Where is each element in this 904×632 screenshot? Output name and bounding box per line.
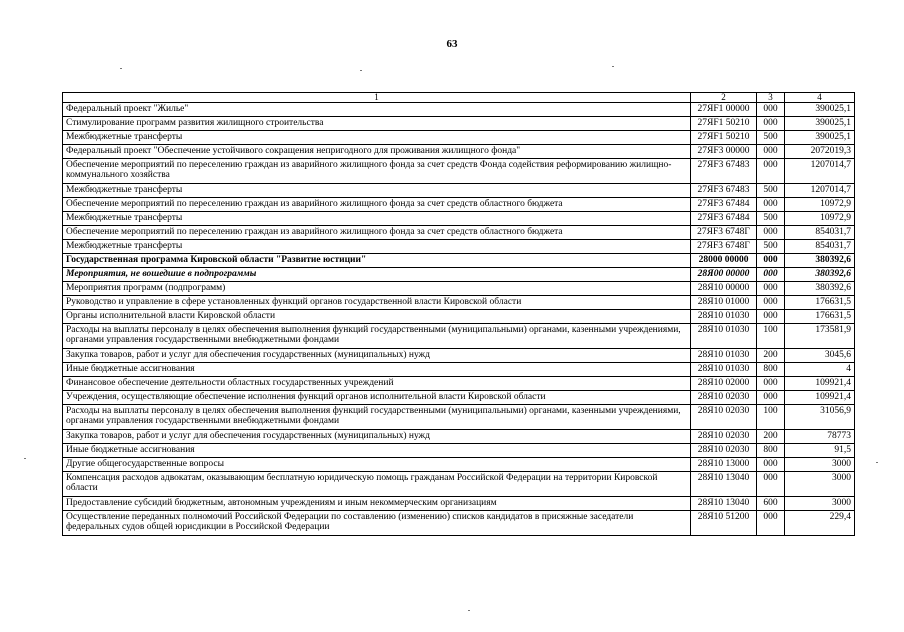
item-name: Иные бюджетные ассигнования	[63, 444, 691, 458]
item-code: 28Я10 02030	[691, 405, 757, 430]
table-row	[63, 145, 855, 159]
item-name: Закупка товаров, работ и услуг для обеспечения государственных (муниципальных) нужд	[63, 430, 691, 444]
item-code: 28Я10 01030	[691, 324, 757, 349]
expense-type: 000	[757, 282, 785, 296]
table-row	[63, 472, 855, 497]
item-code: 27ЯF1 00000	[691, 103, 757, 117]
expense-type: 000	[757, 511, 785, 536]
budget-table	[62, 92, 855, 536]
table-row	[63, 268, 855, 282]
table-row	[63, 184, 855, 198]
item-sum: 3000	[785, 497, 855, 511]
item-code: 27ЯF1 50210	[691, 131, 757, 145]
table-row	[63, 458, 855, 472]
expense-type: 200	[757, 349, 785, 363]
item-code: 28Я10 01000	[691, 296, 757, 310]
header-col-2: 2	[691, 93, 757, 103]
expense-type: 000	[757, 472, 785, 497]
item-name: Расходы на выплаты персоналу в целях обеспечения выполнения функций государственными (муниципальными) органами, казенными учреждениями, органами управления государственными внебюджетными фондами	[63, 324, 691, 349]
item-sum: 380392,6	[785, 282, 855, 296]
item-name: Иные бюджетные ассигнования	[63, 363, 691, 377]
table-row	[63, 377, 855, 391]
table-row	[63, 497, 855, 511]
item-sum: 2072019,3	[785, 145, 855, 159]
expense-type: 500	[757, 184, 785, 198]
item-code: 28Я10 01030	[691, 363, 757, 377]
item-name: Межбюджетные трансферты	[63, 212, 691, 226]
item-name: Учреждения, осуществляющие обеспечение исполнения функций органов исполнительной власти Кировской области	[63, 391, 691, 405]
item-code: 28Я10 13040	[691, 497, 757, 511]
item-code: 28Я00 00000	[691, 268, 757, 282]
item-code: 28Я10 02030	[691, 430, 757, 444]
item-sum: 1207014,7	[785, 184, 855, 198]
expense-type: 000	[757, 103, 785, 117]
expense-type: 000	[757, 296, 785, 310]
item-code: 27ЯF3 00000	[691, 145, 757, 159]
table-row	[63, 296, 855, 310]
item-name: Федеральный проект "Обеспечение устойчивого сокращения непригодного для проживания жилищного фонда"	[63, 145, 691, 159]
table-row	[63, 391, 855, 405]
scan-speck	[612, 66, 614, 67]
item-sum: 173581,9	[785, 324, 855, 349]
item-name: Обеспечение мероприятий по переселению граждан из аварийного жилищного фонда за счет средств областного бюджета	[63, 226, 691, 240]
item-code: 28Я10 13040	[691, 472, 757, 497]
expense-type: 000	[757, 377, 785, 391]
header-col-3: 3	[757, 93, 785, 103]
item-name: Обеспечение мероприятий по переселению граждан из аварийного жилищного фонда за счет средств областного бюджета	[63, 198, 691, 212]
item-code: 28Я10 01030	[691, 310, 757, 324]
table-row	[63, 240, 855, 254]
item-name: Другие общегосударственные вопросы	[63, 458, 691, 472]
item-sum: 109921,4	[785, 377, 855, 391]
expense-type: 000	[757, 310, 785, 324]
item-code: 27ЯF3 67483	[691, 184, 757, 198]
item-name: Межбюджетные трансферты	[63, 240, 691, 254]
item-name: Компенсация расходов адвокатам, оказывающим бесплатную юридическую помощь гражданам Российской Федерации на территории Кировской области	[63, 472, 691, 497]
item-name: Предоставление субсидий бюджетным, автономным учреждениям и иным некоммерческим организациям	[63, 497, 691, 511]
item-sum: 3045,6	[785, 349, 855, 363]
scan-speck	[24, 458, 26, 459]
expense-type: 000	[757, 254, 785, 268]
table-row	[63, 212, 855, 226]
table-row	[63, 226, 855, 240]
item-name: Мероприятия, не вошедшие в подпрограммы	[63, 268, 691, 282]
item-code: 27ЯF3 67483	[691, 159, 757, 184]
item-code: 27ЯF3 6748Г	[691, 240, 757, 254]
expense-type: 000	[757, 226, 785, 240]
scan-speck	[360, 70, 362, 71]
item-code: 28Я10 02000	[691, 377, 757, 391]
item-sum: 854031,7	[785, 226, 855, 240]
table-row	[63, 310, 855, 324]
expense-type: 000	[757, 145, 785, 159]
scan-speck	[120, 68, 122, 69]
table-row	[63, 131, 855, 145]
item-name: Осуществление переданных полномочий Российской Федерации по составлению (изменению) списков кандидатов в присяжные заседатели федеральных судов общей юрисдикции в Российской Федерации	[63, 511, 691, 536]
item-sum: 854031,7	[785, 240, 855, 254]
item-sum: 109921,4	[785, 391, 855, 405]
item-sum: 229,4	[785, 511, 855, 536]
item-code: 28Я10 00000	[691, 282, 757, 296]
expense-type: 500	[757, 131, 785, 145]
table-row	[63, 282, 855, 296]
item-sum: 380392,6	[785, 254, 855, 268]
item-name: Расходы на выплаты персоналу в целях обеспечения выполнения функций государственными (муниципальными) органами, казенными учреждениями, органами управления государственными внебюджетными фондами	[63, 405, 691, 430]
scan-speck	[876, 462, 878, 463]
item-sum: 31056,9	[785, 405, 855, 430]
table-body	[63, 103, 855, 536]
item-sum: 3000	[785, 472, 855, 497]
page-number: 63	[446, 38, 458, 50]
item-sum: 3000	[785, 458, 855, 472]
item-name: Руководство и управление в сфере установленных функций органов государственной власти Кировской области	[63, 296, 691, 310]
item-code: 27ЯF3 67484	[691, 212, 757, 226]
item-code: 28Я10 02030	[691, 391, 757, 405]
item-sum: 91,5	[785, 444, 855, 458]
expense-type: 000	[757, 391, 785, 405]
header-col-1: 1	[63, 93, 691, 103]
item-name: Органы исполнительной власти Кировской области	[63, 310, 691, 324]
item-name: Закупка товаров, работ и услуг для обеспечения государственных (муниципальных) нужд	[63, 349, 691, 363]
expense-type: 600	[757, 497, 785, 511]
item-code: 28000 00000	[691, 254, 757, 268]
item-sum: 176631,5	[785, 310, 855, 324]
item-name: Федеральный проект "Жилье"	[63, 103, 691, 117]
item-sum: 1207014,7	[785, 159, 855, 184]
item-sum: 390025,1	[785, 103, 855, 117]
table-row	[63, 444, 855, 458]
item-code: 28Я10 01030	[691, 349, 757, 363]
expense-type: 000	[757, 117, 785, 131]
item-code: 28Я10 02030	[691, 444, 757, 458]
expense-type: 200	[757, 430, 785, 444]
item-sum: 390025,1	[785, 117, 855, 131]
item-name: Обеспечение мероприятий по переселению граждан из аварийного жилищного фонда за счет средств Фонда содействия реформированию жилищно-коммунального хозяйства	[63, 159, 691, 184]
table-row	[63, 363, 855, 377]
item-name: Мероприятия программ (подпрограмм)	[63, 282, 691, 296]
expense-type: 100	[757, 324, 785, 349]
table-row	[63, 324, 855, 349]
expense-type: 500	[757, 240, 785, 254]
expense-type: 500	[757, 212, 785, 226]
item-code: 28Я10 51200	[691, 511, 757, 536]
item-sum: 78773	[785, 430, 855, 444]
item-code: 27ЯF3 67484	[691, 198, 757, 212]
table-row	[63, 430, 855, 444]
expense-type: 000	[757, 198, 785, 212]
item-name: Стимулирование программ развития жилищного строительства	[63, 117, 691, 131]
item-sum: 10972,9	[785, 198, 855, 212]
table-header-row	[63, 93, 855, 103]
item-sum: 4	[785, 363, 855, 377]
item-code: 27ЯF1 50210	[691, 117, 757, 131]
item-name: Межбюджетные трансферты	[63, 131, 691, 145]
expense-type: 000	[757, 458, 785, 472]
expense-type: 800	[757, 444, 785, 458]
table-row	[63, 349, 855, 363]
table-row	[63, 117, 855, 131]
item-sum: 10972,9	[785, 212, 855, 226]
table-row	[63, 159, 855, 184]
table-row	[63, 405, 855, 430]
expense-type: 000	[757, 159, 785, 184]
table-row	[63, 254, 855, 268]
item-sum: 380392,6	[785, 268, 855, 282]
scan-speck	[468, 610, 470, 611]
expense-type: 000	[757, 268, 785, 282]
item-sum: 176631,5	[785, 296, 855, 310]
item-code: 27ЯF3 6748Г	[691, 226, 757, 240]
item-name: Межбюджетные трансферты	[63, 184, 691, 198]
item-name: Государственная программа Кировской области "Развитие юстиции"	[63, 254, 691, 268]
expense-type: 100	[757, 405, 785, 430]
header-col-4: 4	[785, 93, 855, 103]
item-sum: 390025,1	[785, 131, 855, 145]
table-row	[63, 103, 855, 117]
table-row	[63, 511, 855, 536]
item-code: 28Я10 13000	[691, 458, 757, 472]
item-name: Финансовое обеспечение деятельности областных государственных учреждений	[63, 377, 691, 391]
expense-type: 800	[757, 363, 785, 377]
table-row	[63, 198, 855, 212]
